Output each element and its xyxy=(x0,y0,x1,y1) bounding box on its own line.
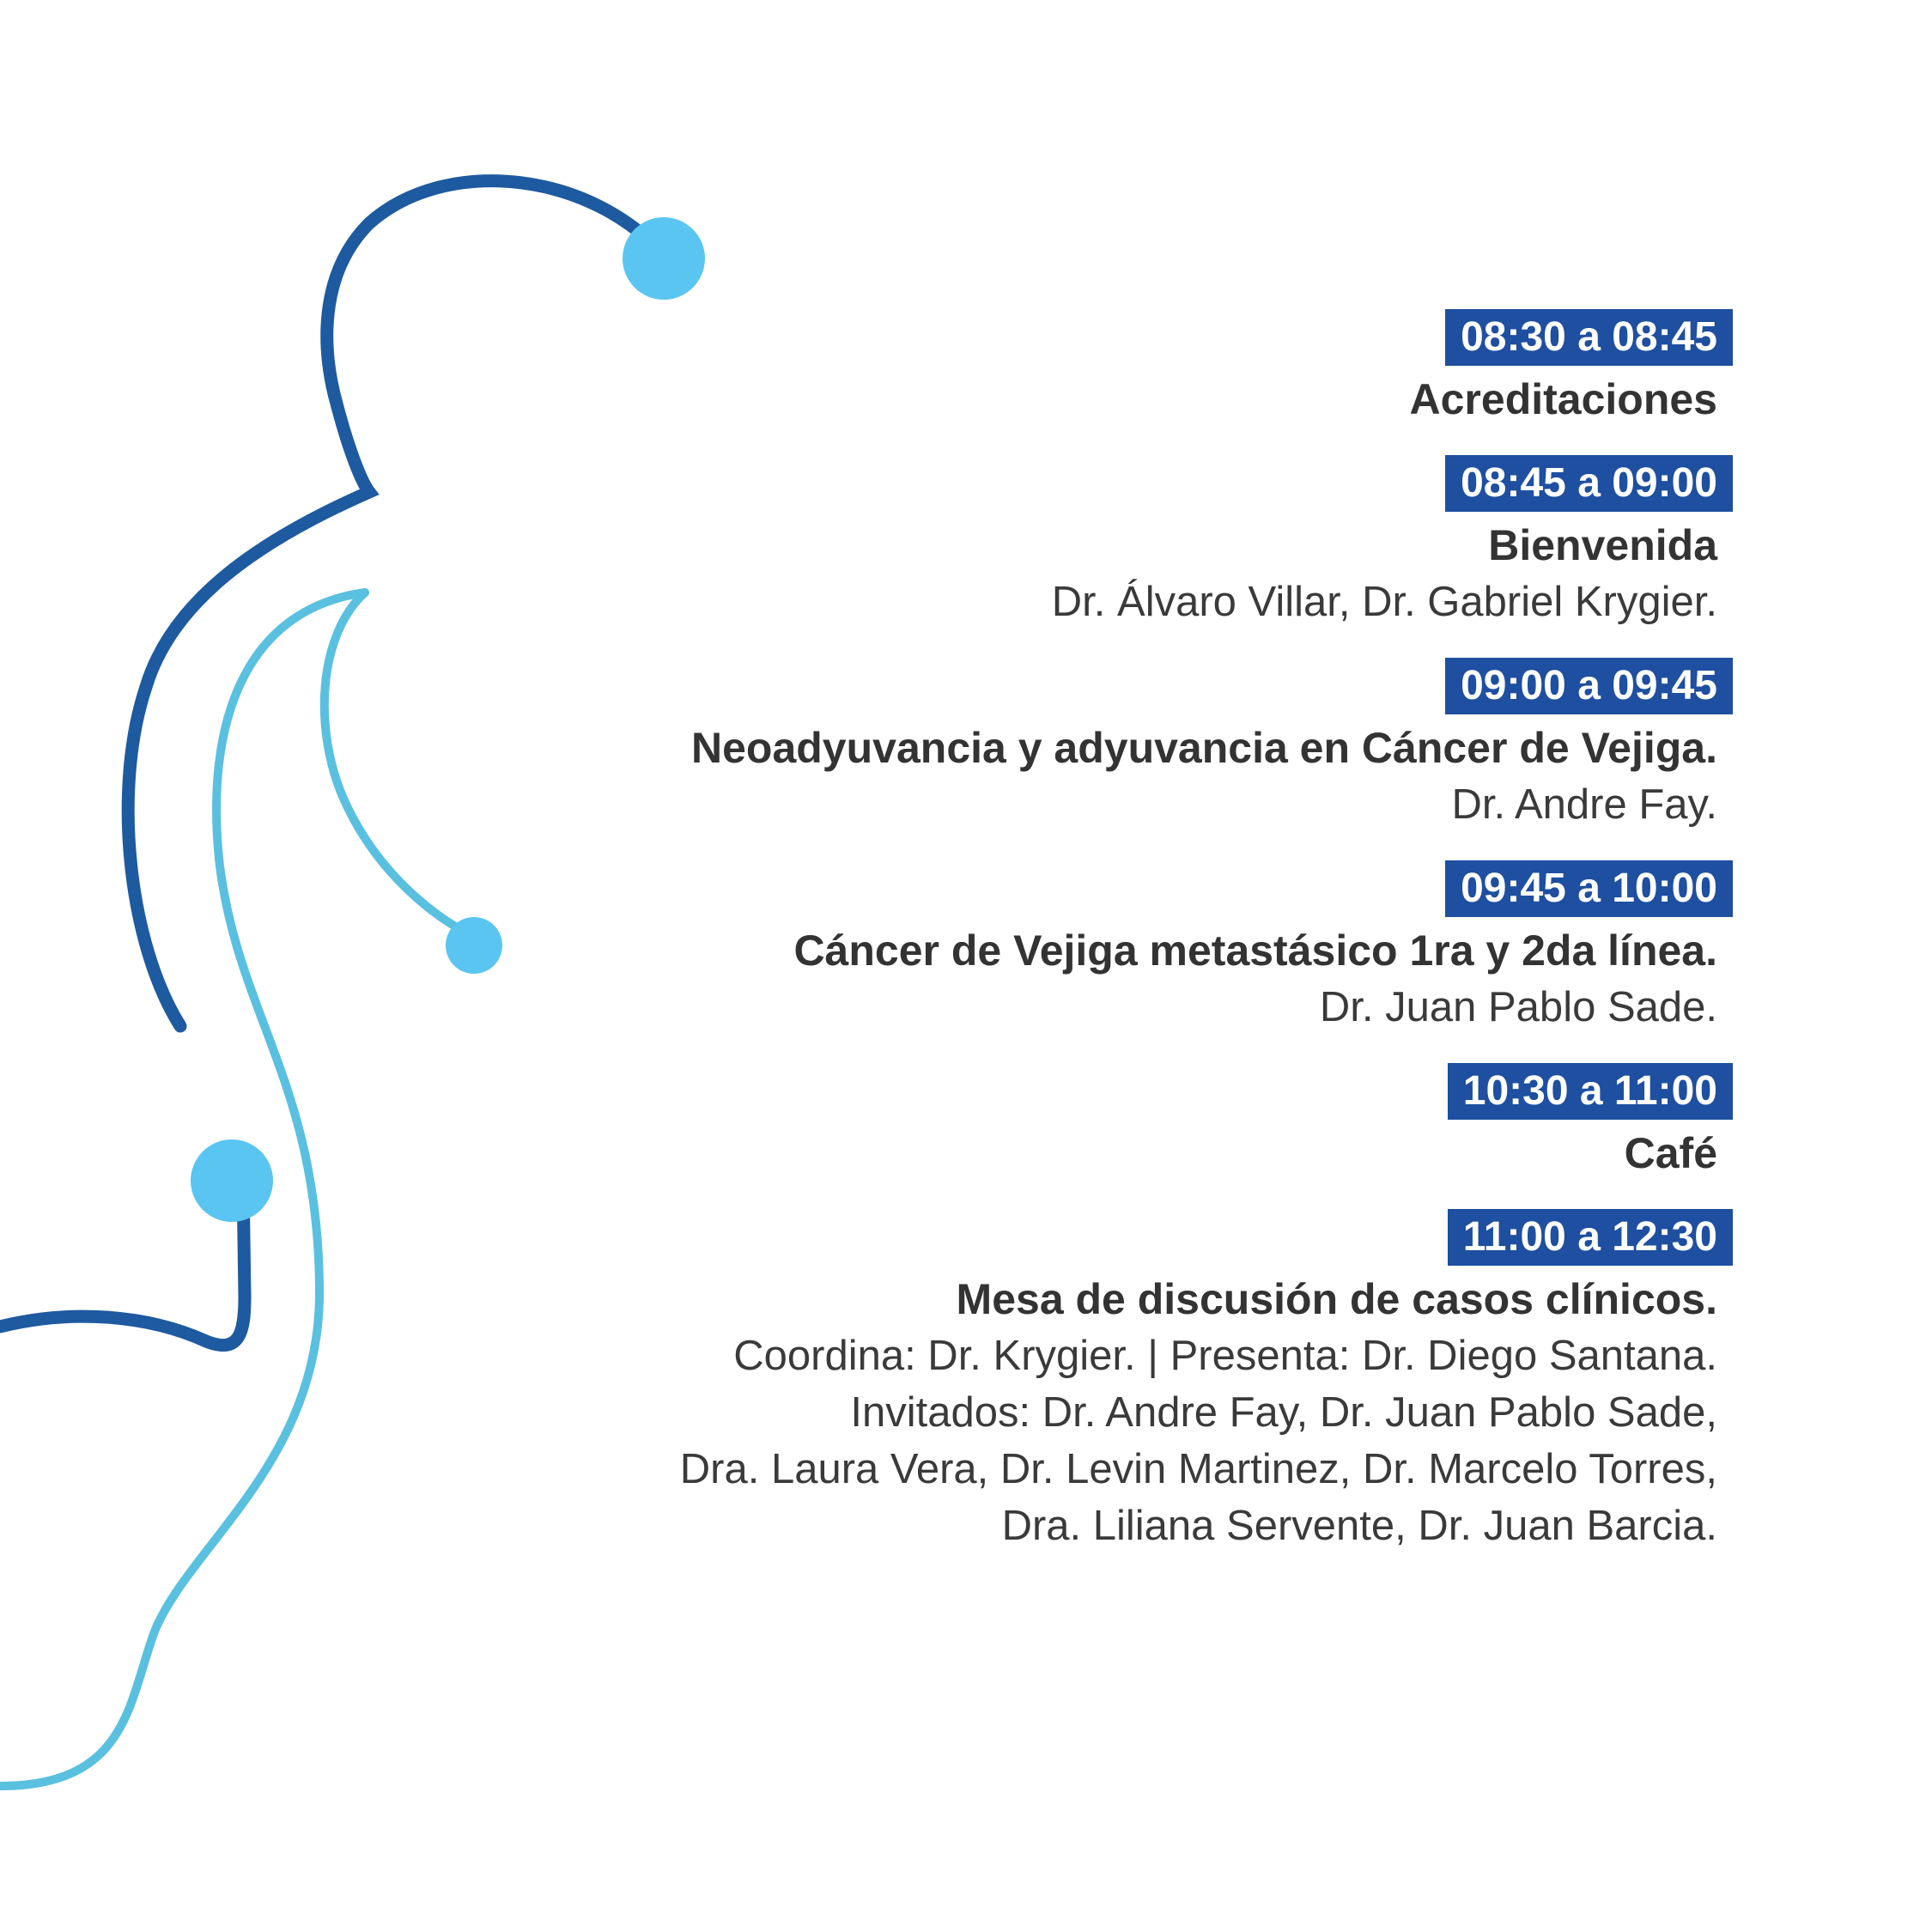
dot-top xyxy=(623,217,705,300)
agenda-item xyxy=(343,455,1717,630)
agenda-item xyxy=(343,309,1717,428)
time-badge: 09:45 a 10:00 xyxy=(1445,860,1733,917)
session-title: Neoadyuvancia y adyuvancia en Cáncer de Vejiga. xyxy=(691,724,1717,772)
session-title: Acreditaciones xyxy=(1409,375,1717,423)
time-badge: 10:30 a 11:00 xyxy=(1448,1063,1733,1120)
session-speakers: Dr. Juan Pablo Sade. xyxy=(1319,984,1717,1030)
agenda xyxy=(343,309,1717,1582)
session-title: Cáncer de Vejiga metastásico 1ra y 2da línea. xyxy=(793,927,1717,975)
agenda-item xyxy=(343,860,1717,1036)
dot-lower xyxy=(191,1139,273,1222)
time-badge: 11:00 a 12:30 xyxy=(1448,1209,1733,1266)
agenda-item xyxy=(343,658,1717,833)
time-badge: 08:30 a 08:45 xyxy=(1445,309,1733,366)
session-guests: Dra. Laura Vera, Dr. Levin Martinez, Dr. Marcelo Torres, xyxy=(679,1446,1717,1492)
session-title: Café xyxy=(1624,1129,1717,1177)
session-guests: Invitados: Dr. Andre Fay, Dr. Juan Pablo Sade, xyxy=(850,1389,1717,1436)
session-title: Bienvenida xyxy=(1488,521,1717,569)
time-badge: 08:45 a 09:00 xyxy=(1445,455,1733,512)
session-guests: Dra. Liliana Servente, Dr. Juan Barcia. xyxy=(1001,1503,1717,1549)
time-badge: 09:00 a 09:45 xyxy=(1445,658,1733,714)
agenda-item xyxy=(343,1063,1717,1182)
session-speakers: Dr. Andre Fay. xyxy=(1451,781,1717,828)
agenda-item xyxy=(343,1209,1717,1554)
light-blue-curve-long xyxy=(0,592,365,1786)
session-title: Mesa de discusión de casos clínicos. xyxy=(956,1275,1717,1323)
session-coordinator: Coordina: Dr. Krygier. | Presenta: Dr. Diego Santana. xyxy=(733,1333,1717,1379)
session-speakers: Dr. Álvaro Villar, Dr. Gabriel Krygier. xyxy=(1051,579,1717,625)
